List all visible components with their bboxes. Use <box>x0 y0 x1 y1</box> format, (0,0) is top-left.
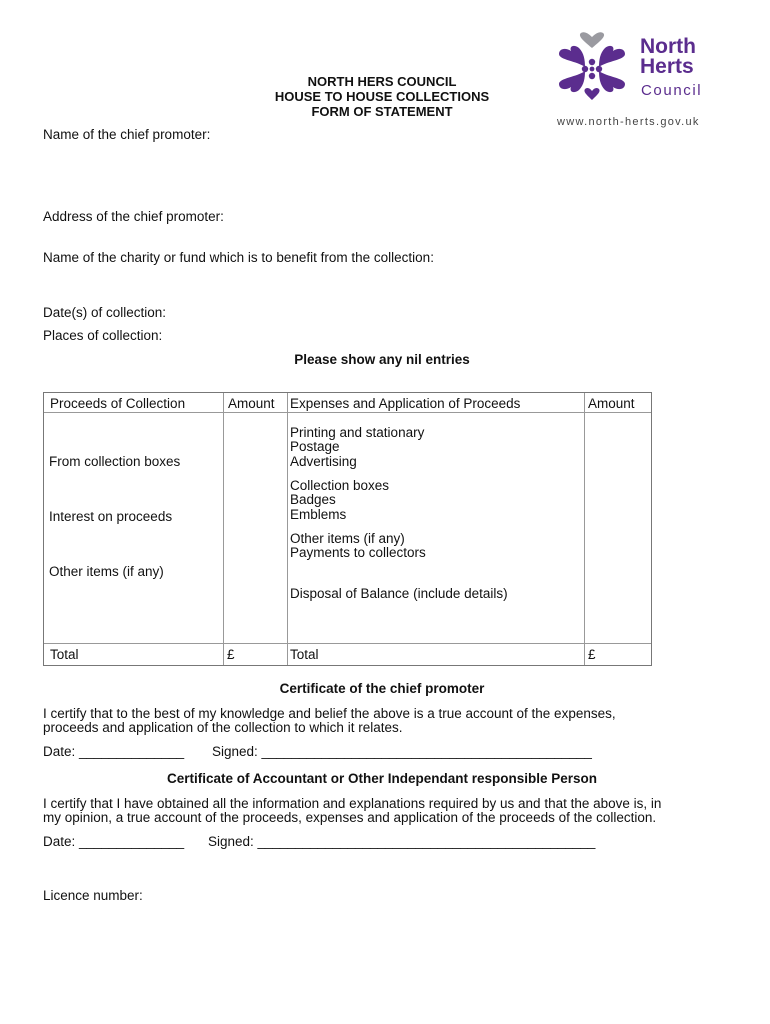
nil-entries-notice: Please show any nil entries <box>294 352 470 367</box>
expense-item: Postage <box>290 439 340 454</box>
header-proceeds: Proceeds of Collection <box>50 396 186 411</box>
expense-item: Emblems <box>290 507 347 522</box>
certificate-accountant-text-line1: I certify that I have obtained all the information and explanations required by us and that the above is, in <box>43 796 662 811</box>
expense-item: Badges <box>290 492 336 507</box>
expense-item: Printing and stationary <box>290 425 425 440</box>
certificate-chief-promoter-text-line1: I certify that to the best of my knowledge and belief the above is a true account of the expenses, <box>43 706 616 721</box>
chief-promoter-name-label: Name of the chief promoter: <box>43 127 211 142</box>
total-expenses-currency: £ <box>588 647 596 662</box>
certificate-chief-promoter-text-line2: proceeds and application of the collection to which it relates. <box>43 720 403 735</box>
page-title-line2: HOUSE TO HOUSE COLLECTIONS <box>274 89 490 104</box>
logo-url: www.north-herts.gov.uk <box>557 116 700 128</box>
page-title-line3: FORM OF STATEMENT <box>311 104 453 119</box>
expense-item: Payments to collectors <box>290 545 426 560</box>
certificate-accountant-signed: Signed: _____________________________________________ <box>208 834 596 849</box>
certificate-accountant-heading: Certificate of Accountant or Other Independant responsible Person <box>166 771 598 786</box>
proceeds-item: Other items (if any) <box>49 564 164 579</box>
charity-name-label: Name of the charity or fund which is to benefit from the collection: <box>43 250 434 265</box>
header-amount-proceeds: Amount <box>228 396 275 411</box>
certificate-chief-promoter-heading: Certificate of the chief promoter <box>279 681 485 696</box>
total-expenses-label: Total <box>290 647 319 662</box>
total-proceeds-label: Total <box>50 647 79 662</box>
statement-table <box>43 392 652 666</box>
licence-number-label: Licence number: <box>43 888 143 903</box>
proceeds-item: Interest on proceeds <box>49 509 173 524</box>
certificate-accountant-date: Date: ______________ <box>43 834 185 849</box>
logo-name-line3: Council <box>641 82 703 99</box>
collection-places-label: Places of collection: <box>43 328 163 343</box>
certificate-accountant-text-line2: my opinion, a true account of the proceeds, expenses and application of the proceeds of the collection. <box>43 810 657 825</box>
total-proceeds-currency: £ <box>227 647 235 662</box>
logo-name-line2: Herts <box>640 55 694 78</box>
chief-promoter-address-label: Address of the chief promoter: <box>43 209 224 224</box>
expense-item: Other items (if any) <box>290 531 405 546</box>
proceeds-item: From collection boxes <box>49 454 181 469</box>
logo-name-line1: North <box>640 35 696 58</box>
logo-name <box>640 37 696 77</box>
expense-item: Disposal of Balance (include details) <box>290 586 508 601</box>
header-expenses: Expenses and Application of Proceeds <box>290 396 521 411</box>
header-amount-expenses: Amount <box>588 396 635 411</box>
certificate-chief-promoter-date: Date: ______________ <box>43 744 185 759</box>
collection-dates-label: Date(s) of collection: <box>43 305 167 320</box>
expense-item: Advertising <box>290 454 357 469</box>
certificate-chief-promoter-signed: Signed: ____________________________________________ <box>212 744 592 759</box>
page-title-line1: NORTH HERS COUNCIL <box>307 74 457 89</box>
expense-item: Collection boxes <box>290 478 390 493</box>
